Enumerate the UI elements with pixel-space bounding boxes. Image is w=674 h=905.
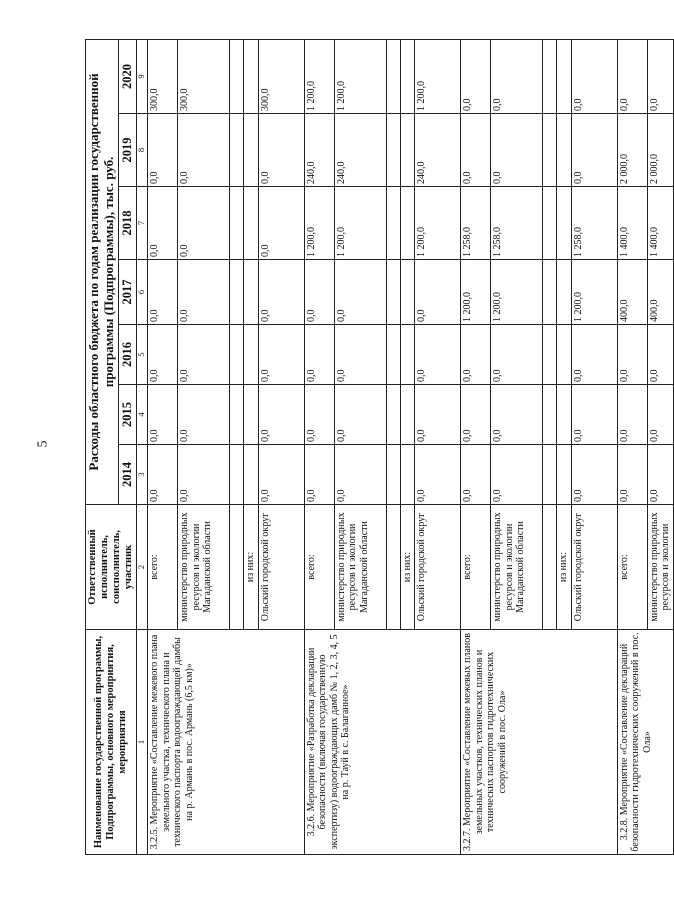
activity-name: 3.2.6. Мероприятие «Разработка декларации безопасности (включая государственную экспертизу) водоограждающих дамб № 1, 2, 3, 4, 5 на р. Тауй в с. Балаганное» [304,630,461,855]
header-year: 2017 [119,260,137,325]
value-cell: 1 200,0 [571,260,617,325]
value-cell: 300,0 [178,39,230,113]
executor-district: Ольский городской округ [415,505,461,630]
value-cell: 0,0 [178,187,230,260]
col-index: 6 [137,260,148,325]
value-cell: 1 258,0 [461,187,491,260]
value-cell: 400,0 [617,260,647,325]
activity-name: 3.2.8. Мероприятие «Составление деклараций безопасности гидротехнических сооружений в пос. Ола» [617,630,673,855]
page-number: 5 [35,440,51,448]
empty-cell [386,445,400,505]
value-cell: 0,0 [334,325,386,385]
empty-cell [543,505,557,630]
empty-cell [230,505,244,630]
value-cell: 1 258,0 [571,187,617,260]
col-index: 9 [137,39,148,113]
empty-cell [400,445,415,505]
col-index: 1 [137,630,148,855]
empty-cell [244,39,259,113]
value-cell: 1 200,0 [461,260,491,325]
header-name: Наименование государственной программы, Подпрограммы, основного мероприятия, мероприятия [86,630,137,855]
header-year: 2014 [119,445,137,505]
value-cell: 0,0 [258,114,304,187]
empty-cell [386,385,400,445]
empty-cell [557,325,572,385]
empty-cell [557,445,572,505]
value-cell: 0,0 [148,325,178,385]
table-row [304,39,334,854]
table-row [148,39,178,854]
empty-cell [543,385,557,445]
value-cell: 0,0 [491,445,543,505]
value-cell: 0,0 [415,385,461,445]
header-year: 2018 [119,187,137,260]
empty-cell [230,114,244,187]
col-index: 4 [137,385,148,445]
value-cell: 0,0 [148,114,178,187]
value-cell: 1 400,0 [647,187,673,260]
value-cell: 0,0 [571,385,617,445]
value-cell: 0,0 [461,114,491,187]
executor-ministry: министерство природных ресурсов и экологии Магаданской области [178,505,230,630]
empty-cell [230,385,244,445]
empty-cell [400,114,415,187]
executor-total-label: всего: [148,505,178,630]
empty-cell [244,187,259,260]
empty-cell [230,39,244,113]
empty-cell [244,114,259,187]
executor-total-label: всего: [617,505,647,630]
empty-cell [400,39,415,113]
value-cell: 0,0 [258,325,304,385]
activity-name: 3.2.7. Мероприятие «Составление межевых планов земельных участков, технических планов и технических паспортов гидротехнических сооружений в пос. Ола» [461,630,618,855]
col-index: 7 [137,187,148,260]
budget-table [85,39,674,855]
value-cell: 0,0 [304,385,334,445]
empty-cell [400,325,415,385]
empty-cell [557,187,572,260]
empty-cell [400,187,415,260]
header-executor: Ответственный исполнитель, соисполнитель, участник [86,505,137,630]
executor-district: Ольский городской округ [258,505,304,630]
value-cell: 0,0 [415,260,461,325]
value-cell: 0,0 [258,385,304,445]
value-cell: 400,0 [647,260,673,325]
empty-cell [230,325,244,385]
value-cell: 1 200,0 [304,39,334,113]
empty-cell [230,445,244,505]
value-cell: 0,0 [148,260,178,325]
value-cell: 0,0 [571,39,617,113]
value-cell: 0,0 [647,385,673,445]
value-cell: 0,0 [258,260,304,325]
executor-total-label: всего: [304,505,334,630]
value-cell: 1 200,0 [415,39,461,113]
activity-name: 3.2.5. Мероприятие «Составление межевого плана земельного участка, технического плана и технического паспорта водоограждающей дамбы на р. Армань в пос. Армань (6,5 км)» [148,630,305,855]
value-cell: 0,0 [178,385,230,445]
empty-cell [543,187,557,260]
empty-cell [386,187,400,260]
table-row [461,39,491,854]
value-cell: 0,0 [178,325,230,385]
value-cell: 0,0 [491,39,543,113]
header-budget: Расходы областного бюджета по годам реализации государственной программы (Подпрограммы), тыс. руб. [86,39,119,504]
empty-cell [400,260,415,325]
col-index: 8 [137,114,148,187]
value-cell: 0,0 [461,325,491,385]
value-cell: 0,0 [258,445,304,505]
empty-cell [543,114,557,187]
value-cell: 0,0 [334,260,386,325]
empty-cell [230,260,244,325]
value-cell: 0,0 [258,187,304,260]
empty-cell [244,385,259,445]
value-cell: 1 200,0 [334,39,386,113]
value-cell: 1 400,0 [617,187,647,260]
value-cell: 1 200,0 [304,187,334,260]
executor-total-label: всего: [461,505,491,630]
value-cell: 0,0 [148,187,178,260]
value-cell: 1 200,0 [334,187,386,260]
header-year: 2019 [119,114,137,187]
empty-cell [386,505,400,630]
value-cell: 1 200,0 [491,260,543,325]
executor-ministry: министерство природных ресурсов и экологии Магаданской области [491,505,543,630]
value-cell: 0,0 [617,39,647,113]
value-cell: 0,0 [491,114,543,187]
empty-cell [386,114,400,187]
empty-cell [557,385,572,445]
empty-cell [244,260,259,325]
empty-cell [557,114,572,187]
header-year: 2015 [119,385,137,445]
value-cell: 0,0 [148,385,178,445]
value-cell: 0,0 [647,325,673,385]
value-cell: 240,0 [304,114,334,187]
value-cell: 0,0 [334,385,386,445]
col-index: 3 [137,445,148,505]
value-cell: 240,0 [415,114,461,187]
of-which-label: из них: [244,505,259,630]
value-cell: 0,0 [178,114,230,187]
header-year: 2016 [119,325,137,385]
empty-cell [230,187,244,260]
value-cell: 0,0 [304,260,334,325]
col-index: 2 [137,505,148,630]
empty-cell [543,260,557,325]
executor-district: Ольский городской округ [571,505,617,630]
table-row [617,39,647,854]
value-cell: 0,0 [461,445,491,505]
value-cell: 300,0 [148,39,178,113]
value-cell: 0,0 [178,445,230,505]
col-index: 5 [137,325,148,385]
rotated-table-container [85,40,672,855]
value-cell: 0,0 [334,445,386,505]
value-cell: 0,0 [304,445,334,505]
empty-cell [244,325,259,385]
value-cell: 0,0 [491,325,543,385]
value-cell: 0,0 [491,385,543,445]
value-cell: 0,0 [461,39,491,113]
value-cell: 1 200,0 [415,187,461,260]
value-cell: 0,0 [415,325,461,385]
empty-cell [543,39,557,113]
empty-cell [543,445,557,505]
of-which-label: из них: [400,505,415,630]
empty-cell [244,445,259,505]
table-body [148,39,674,854]
empty-cell [386,39,400,113]
value-cell: 1 258,0 [491,187,543,260]
value-cell: 0,0 [415,445,461,505]
empty-cell [557,39,572,113]
value-cell: 0,0 [571,445,617,505]
value-cell: 0,0 [617,325,647,385]
executor-ministry: министерство природных ресурсов и экологии Магаданской области [334,505,386,630]
executor-ministry: министерство природных ресурсов и экологии [647,505,673,630]
empty-cell [386,260,400,325]
value-cell: 0,0 [304,325,334,385]
value-cell: 0,0 [571,114,617,187]
value-cell: 0,0 [178,260,230,325]
value-cell: 0,0 [148,445,178,505]
value-cell: 0,0 [617,385,647,445]
empty-cell [400,385,415,445]
header-year: 2020 [119,39,137,113]
value-cell: 0,0 [647,39,673,113]
empty-cell [386,325,400,385]
value-cell: 0,0 [571,325,617,385]
value-cell: 300,0 [258,39,304,113]
empty-cell [557,260,572,325]
value-cell: 2 000,0 [647,114,673,187]
empty-cell [543,325,557,385]
of-which-label: из них: [557,505,572,630]
value-cell: 2 000,0 [617,114,647,187]
value-cell: 240,0 [334,114,386,187]
value-cell: 0,0 [647,445,673,505]
value-cell: 0,0 [617,445,647,505]
value-cell: 0,0 [461,385,491,445]
